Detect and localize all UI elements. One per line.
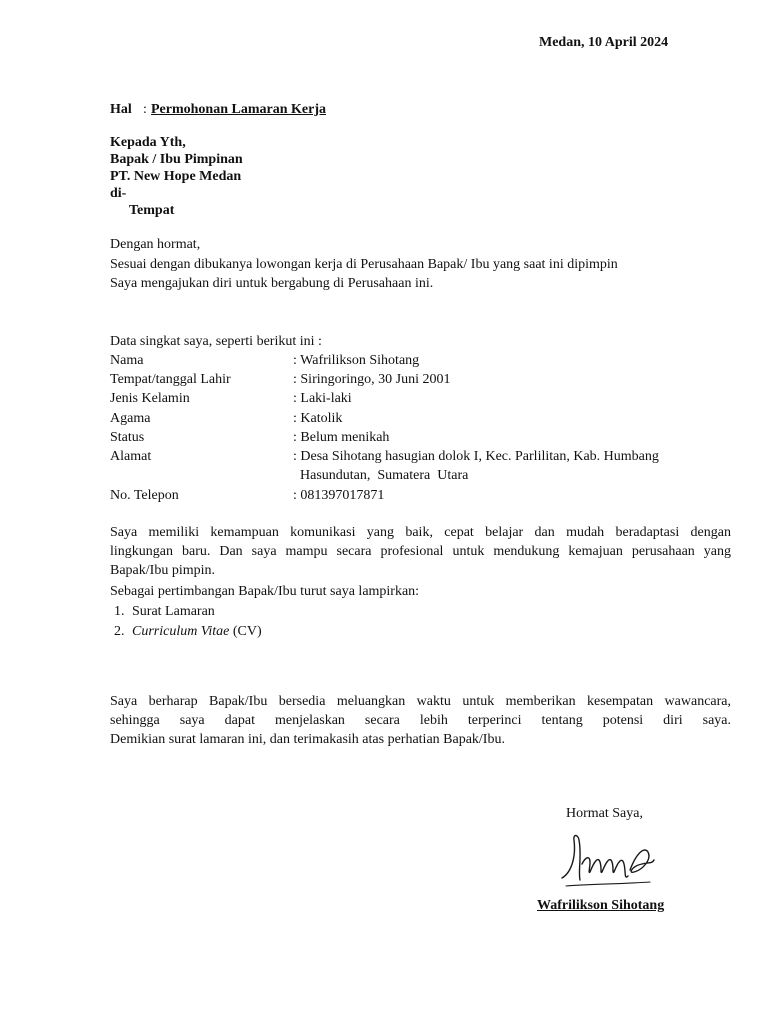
field-label: Agama bbox=[110, 411, 151, 426]
attachment-item bbox=[132, 623, 262, 640]
field-value: Hasundutan, Sumatera Utara bbox=[293, 468, 469, 483]
recipient-line: Bapak / Ibu Pimpinan bbox=[110, 152, 243, 167]
subject-colon: : bbox=[143, 102, 147, 117]
field-label: No. Telepon bbox=[110, 488, 179, 503]
field-value: : Katolik bbox=[293, 411, 343, 426]
field-label: Nama bbox=[110, 353, 144, 368]
field-value: : Laki-laki bbox=[293, 391, 352, 406]
field-value: : Wafrilikson Sihotang bbox=[293, 353, 420, 368]
field-value: : 081397017871 bbox=[293, 488, 385, 503]
attachment-item: Surat Lamaran bbox=[132, 604, 215, 619]
subject-label: Hal bbox=[110, 102, 132, 117]
ability-paragraph bbox=[110, 523, 731, 580]
recipient-line: di- bbox=[110, 186, 127, 201]
field-value: : Siringoringo, 30 Juni 2001 bbox=[293, 372, 451, 387]
attachment-num: 2. bbox=[114, 624, 125, 639]
salutation: Hormat Saya, bbox=[566, 806, 643, 821]
ability-line: Saya memiliki kemampuan komunikasi yang baik, cepat belajar dan mudah beradaptasi dengan bbox=[110, 525, 731, 540]
signatory-name: Wafrilikson Sihotang bbox=[537, 898, 665, 913]
greeting: Dengan hormat, bbox=[110, 237, 201, 252]
attachments-intro: Sebagai pertimbangan Bapak/Ibu turut saya lampirkan: bbox=[110, 584, 420, 599]
recipient-line: PT. New Hope Medan bbox=[110, 169, 242, 184]
field-label: Jenis Kelamin bbox=[110, 391, 190, 406]
attachment-item-italic: Curriculum Vitae bbox=[132, 624, 230, 639]
handwritten-signature bbox=[552, 826, 662, 901]
closing-paragraph bbox=[110, 692, 731, 749]
recipient-line: Kepada Yth, bbox=[110, 135, 186, 150]
ability-line: lingkungan baru. Dan saya mampu secara profesional untuk mendukung kemajuan perusahaan yang bbox=[110, 544, 731, 559]
attachment-num: 1. bbox=[114, 604, 125, 619]
field-value: : Desa Sihotang hasugian dolok I, Kec. Parlilitan, Kab. Humbang bbox=[293, 449, 659, 464]
place-date: Medan, 10 April 2024 bbox=[539, 35, 669, 50]
attachment-suffix: (CV) bbox=[229, 624, 262, 639]
ability-line: Bapak/Ibu pimpin. bbox=[110, 563, 215, 578]
subject-text: Permohonan Lamaran Kerja bbox=[151, 102, 326, 117]
closing-line: sehingga saya dapat menjelaskan secara lebih terperinci tentang potensi diri saya. bbox=[110, 713, 731, 728]
field-value: : Belum menikah bbox=[293, 430, 390, 445]
data-intro: Data singkat saya, seperti berikut ini : bbox=[110, 334, 322, 349]
field-label: Alamat bbox=[110, 449, 152, 464]
opening-line: Saya mengajukan diri untuk bergabung di Perusahaan ini. bbox=[110, 276, 434, 291]
closing-line: Demikian surat lamaran ini, dan terimakasih atas perhatian Bapak/Ibu. bbox=[110, 732, 505, 747]
recipient-line: Tempat bbox=[129, 203, 175, 218]
closing-line: Saya berharap Bapak/Ibu bersedia meluangkan waktu untuk memberikan kesempatan wawancara, bbox=[110, 694, 731, 709]
field-label: Tempat/tanggal Lahir bbox=[110, 372, 231, 387]
field-label: Status bbox=[110, 430, 145, 445]
opening-line: Sesuai dengan dibukanya lowongan kerja di Perusahaan Bapak/ Ibu yang saat ini dipimpin bbox=[110, 257, 618, 272]
